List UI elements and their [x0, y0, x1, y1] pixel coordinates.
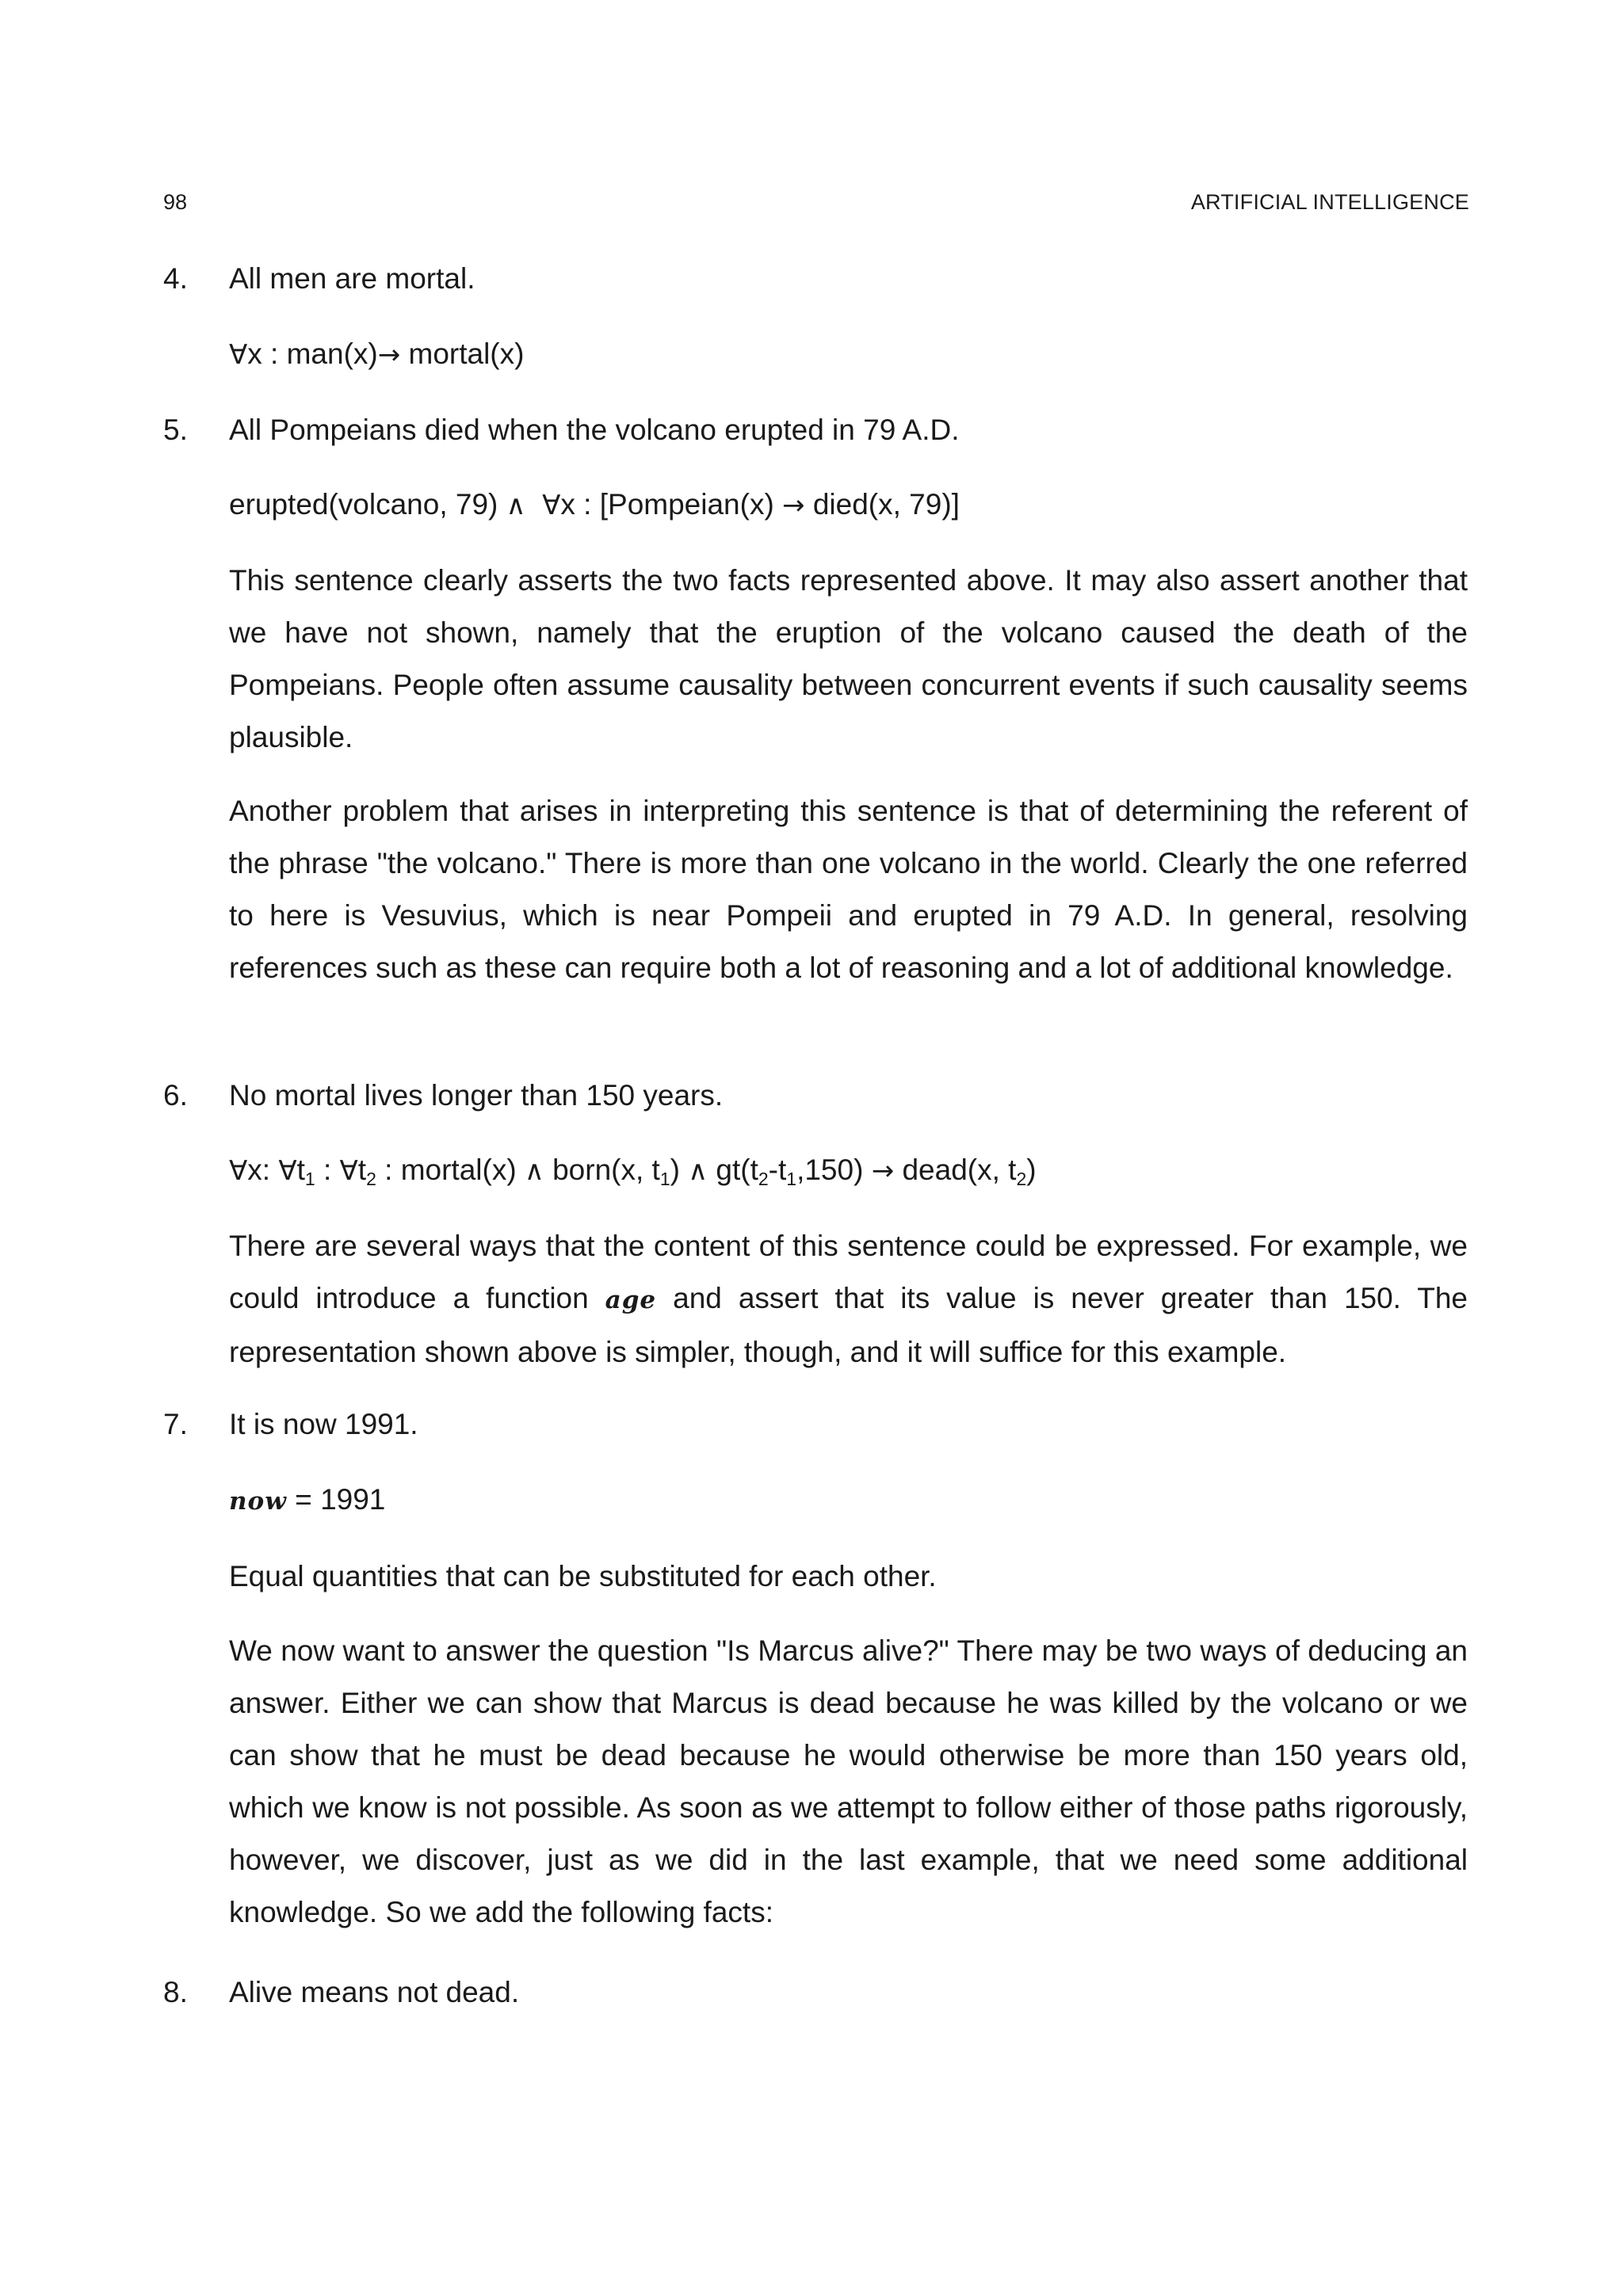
item-number: 4. [163, 262, 188, 295]
item-number: 8. [163, 1976, 188, 2008]
forall-symbol: ∀ [278, 1155, 297, 1187]
and-symbol: ∧ [506, 490, 526, 521]
item-statement: It is now 1991. [229, 1408, 418, 1440]
item-statement: Alive means not dead. [229, 1976, 520, 2008]
formula-6: ∀x: $\forall t_1$ : $\forall t_2$ : mortal(x) ∧ born(x, $t_1$) ∧ $gt(t_2-t_1,150)$ → dead(x, $t_2$) [229, 1154, 1037, 1189]
page-number: 98 [163, 190, 188, 214]
constant-now: now [229, 1487, 287, 1516]
formula-4: ∀x : man(x)→ mortal(x) [229, 338, 525, 371]
implies-symbol: → [377, 339, 401, 371]
paragraph: We now want to answer the question "Is Marcus alive?" There may be two ways of deducing an answer. Either we can show that Marcus is dead because he was killed by the volcano or we can show that he must be dead because he would otherwise be more than 150 years old, which we know is not possible. As soon as we attempt to follow either of those paths rigorously, however, we discover, just as we did in the last example, that we need some additional knowledge. So we add the following facts: [229, 1634, 1468, 1928]
item-number: 6. [163, 1079, 188, 1112]
and-symbol: ∧ [524, 1155, 544, 1187]
paragraph: Equal quantities that can be substituted for each other. [229, 1560, 937, 1592]
item-number: 5. [163, 414, 188, 446]
forall-symbol: ∀ [229, 339, 248, 371]
implies-symbol: → [871, 1155, 895, 1187]
paragraph: Another problem that arises in interpreting this sentence is that of determining the referent of the phrase "the volcano." There is more than one volcano in the world. Clearly the one referred to here is Vesuvius, which is near Pompeii and erupted in 79 A.D. In general, resolving references such as these can require both a lot of reasoning and a lot of additional knowledge. [229, 795, 1468, 984]
formula-5: erupted(volcano, 79) ∧ ∀x : [Pompeian(x) → died(x, 79)] [229, 488, 960, 521]
paragraph: There are several ways that the content of this sentence could be expressed. For example, we could introduce a function age and assert that its value is never greater than 150. The representation shown above is simpler, though, and it will suffice for this example. [229, 1230, 1468, 1368]
formula-7: now = 1991 [229, 1483, 386, 1516]
paragraph: This sentence clearly asserts the two facts represented above. It may also assert another that we have not shown, namely that the eruption of the volcano caused the death of the Pompeians. People often assume causality between concurrent events if such causality seems plausible. [229, 564, 1468, 753]
item-number: 7. [163, 1408, 188, 1440]
forall-symbol: ∀ [542, 490, 561, 521]
forall-symbol: ∀ [229, 1155, 248, 1187]
and-symbol: ∧ [688, 1155, 708, 1187]
item-statement: All men are mortal. [229, 262, 475, 295]
running-title: ARTIFICIAL INTELLIGENCE [1190, 190, 1469, 214]
implies-symbol: → [782, 490, 805, 521]
forall-symbol: ∀ [339, 1155, 358, 1187]
function-name-age: age [605, 1286, 657, 1314]
item-statement: All Pompeians died when the volcano erupted in 79 A.D. [229, 414, 960, 446]
item-statement: No mortal lives longer than 150 years. [229, 1079, 724, 1112]
